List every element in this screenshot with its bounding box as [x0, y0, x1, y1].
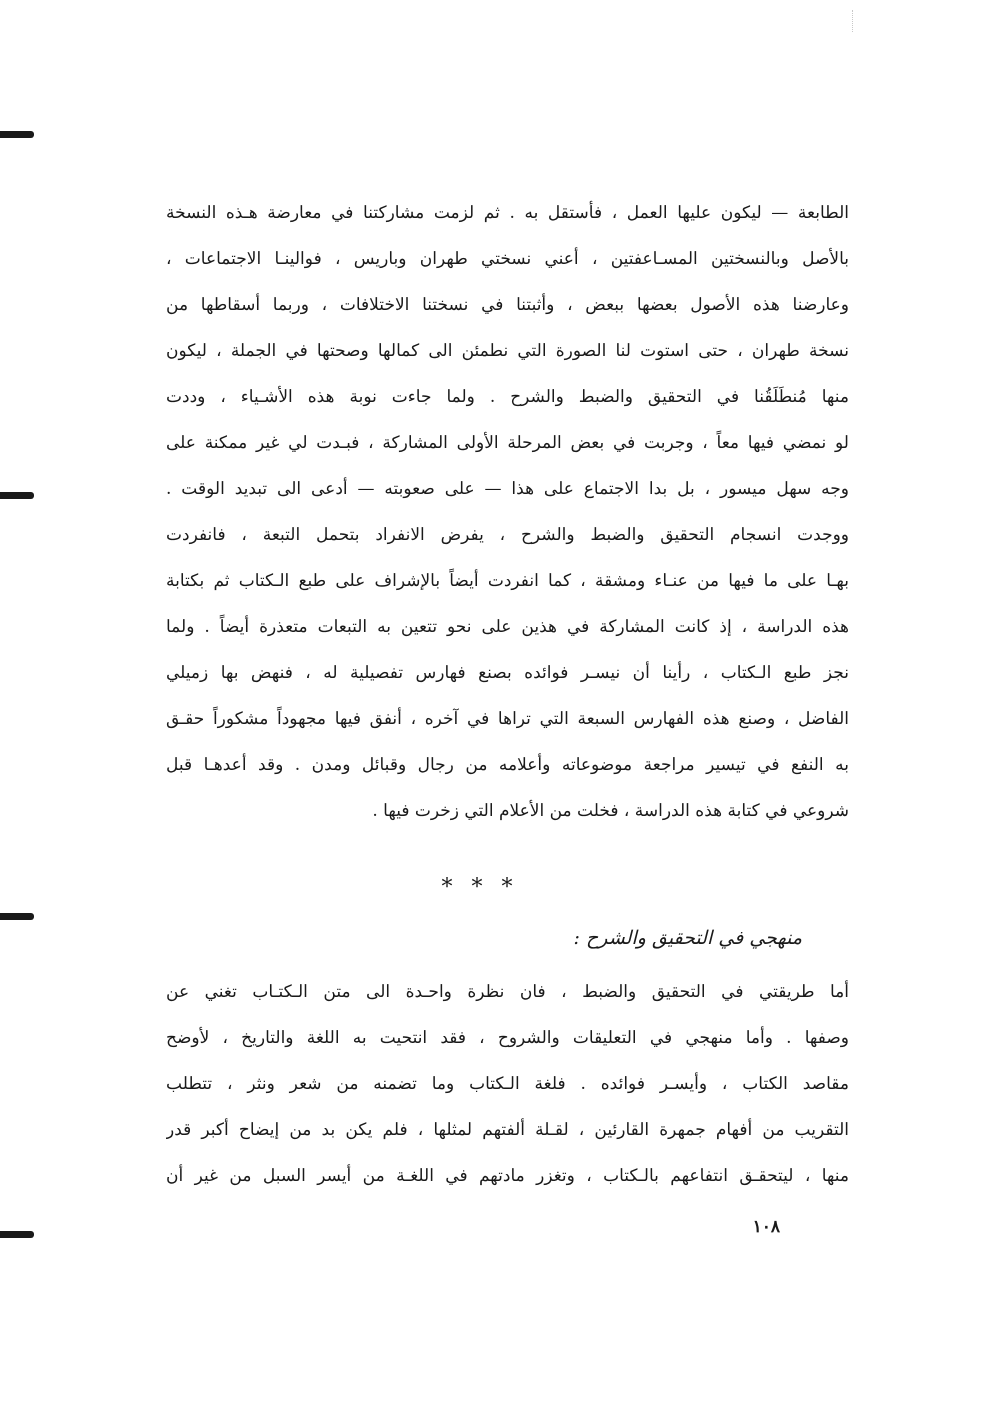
- scan-speck: [852, 10, 855, 32]
- binding-edge-mark: [0, 1231, 34, 1238]
- text-line: وجه سهل ميسور ، بل بدا الاجتماع على هذا — على صعوبته — أدعى الى تبديد الوقت .: [166, 479, 849, 499]
- text-line: وصفها . وأما منهجي في التعليقات والشروح ، فقد انتحيت به اللغة والتاريخ ، لأوضح: [166, 1028, 849, 1048]
- section-heading: منهجي في التحقيق والشرح :: [573, 927, 802, 949]
- binding-edge-mark: [0, 131, 34, 138]
- text-line: بالأصل وبالنسختين المسـاعفتين ، أعني نسختي طهران وباريس ، فوالينـا الاجتماعات ،: [166, 249, 849, 269]
- text-line: أما طريقتي في التحقيق والضبط ، فان نظرة واحـدة الى متن الـكتـاب تغني عن: [166, 982, 849, 1002]
- text-line: نسخة طهران ، حتى استوت لنا الصورة التي نطمئن الى كمالها وصحتها في الجملة ، ليكون: [166, 341, 849, 361]
- text-line: بهـا على ما فيها من عنـاء ومشقة ، كما انفردت أيضاً بالإشراف على طبع الـكتاب ثم بكتابة: [166, 571, 849, 591]
- text-line: وعارضنا هذه الأصول بعضها ببعض ، وأثبتنا في نسختنا الاختلافات ، وربما أسقاطها من: [166, 295, 849, 315]
- text-line: شروعي في كتابة هذه الدراسة ، فخلت من الأعلام التي زخرت فيها .: [372, 801, 849, 821]
- binding-edge-mark: [0, 492, 34, 499]
- text-line: منها ، ليتحقـق انتفاعهم بالـكتاب ، وتغزر مادتهم في اللغـة من أيسر السبل من غير أن: [166, 1166, 849, 1186]
- text-line: لو نمضي فيها معاً ، وجربت في بعض المرحلة الأولى المشاركة ، فبـدت لي غير ممكنة على: [166, 433, 849, 453]
- text-line: ووجدت انسجام التحقيق والضبط والشرح ، يفرض الانفراد بتحمل التبعة ، فانفردت: [166, 525, 849, 545]
- binding-edge-mark: [0, 913, 34, 920]
- text-line: هذه الدراسة ، إذ كانت المشاركة في هذين على نحو تتعين به التبعات متعذرة أيضاً . ولما: [166, 617, 849, 637]
- text-line: الفاضل ، وصنع هذه الفهارس السبعة التي تراها في آخره ، أنفق فيها مجهوداً مشكوراً حقـق: [166, 709, 849, 729]
- body-paragraph-1: [166, 190, 849, 834]
- body-paragraph-2: [166, 969, 849, 1199]
- text-line: منها مُنطَلَقُنا في التحقيق والضبط والشرح . ولما جاءت نوبة هذه الأشـياء ، وددت: [166, 387, 849, 407]
- section-separator: * * *: [441, 875, 519, 900]
- text-line: نجز طبع الـكتاب ، رأينا أن نيسـر فوائده بصنع فهارس تفصيلية له ، فنهض بها زميلي: [166, 663, 849, 683]
- text-line: مقاصد الكتاب ، وأيسـر فوائده . فلغة الـكتاب وما تضمنه من شعر ونثر ، تتطلب: [166, 1074, 849, 1094]
- text-line: الطابعة — ليكون عليها العمل ، فأستقل به . ثم لزمت مشاركتنا في معارضة هـذه النسخة: [166, 203, 849, 223]
- text-line: التقريب من أفهام جمهرة القارئين ، لقـلة ألفتهم لمثلها ، فلم يكن بد من إيضاح أكبر قدر: [166, 1120, 849, 1140]
- text-line: به النفع في تيسير مراجعة موضوعاته وأعلامه من رجال وقبائل ومدن . وقد أعدهـا قبل: [166, 755, 849, 775]
- page-number: ١٠٨: [752, 1217, 780, 1237]
